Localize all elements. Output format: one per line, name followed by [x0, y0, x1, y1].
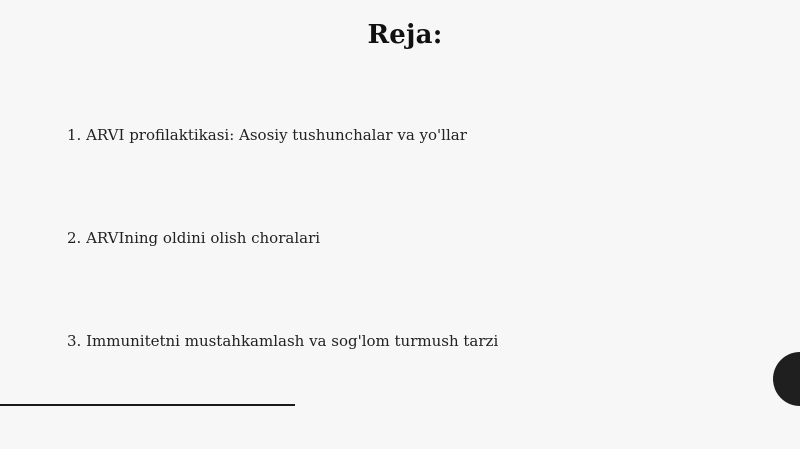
- plan-item-2: 2. ARVIning oldini olish choralari: [67, 229, 321, 247]
- plan-item-3: 3. Immunitetni mustahkamlash va sog'lom turmush tarzi: [67, 332, 499, 350]
- divider-line: [0, 404, 295, 406]
- slide-title: Reja:: [367, 20, 443, 50]
- plan-item-1: 1. ARVI profilaktikasi: Asosiy tushunchalar va yo'llar: [67, 126, 467, 144]
- slide-nav-button[interactable]: [773, 352, 800, 406]
